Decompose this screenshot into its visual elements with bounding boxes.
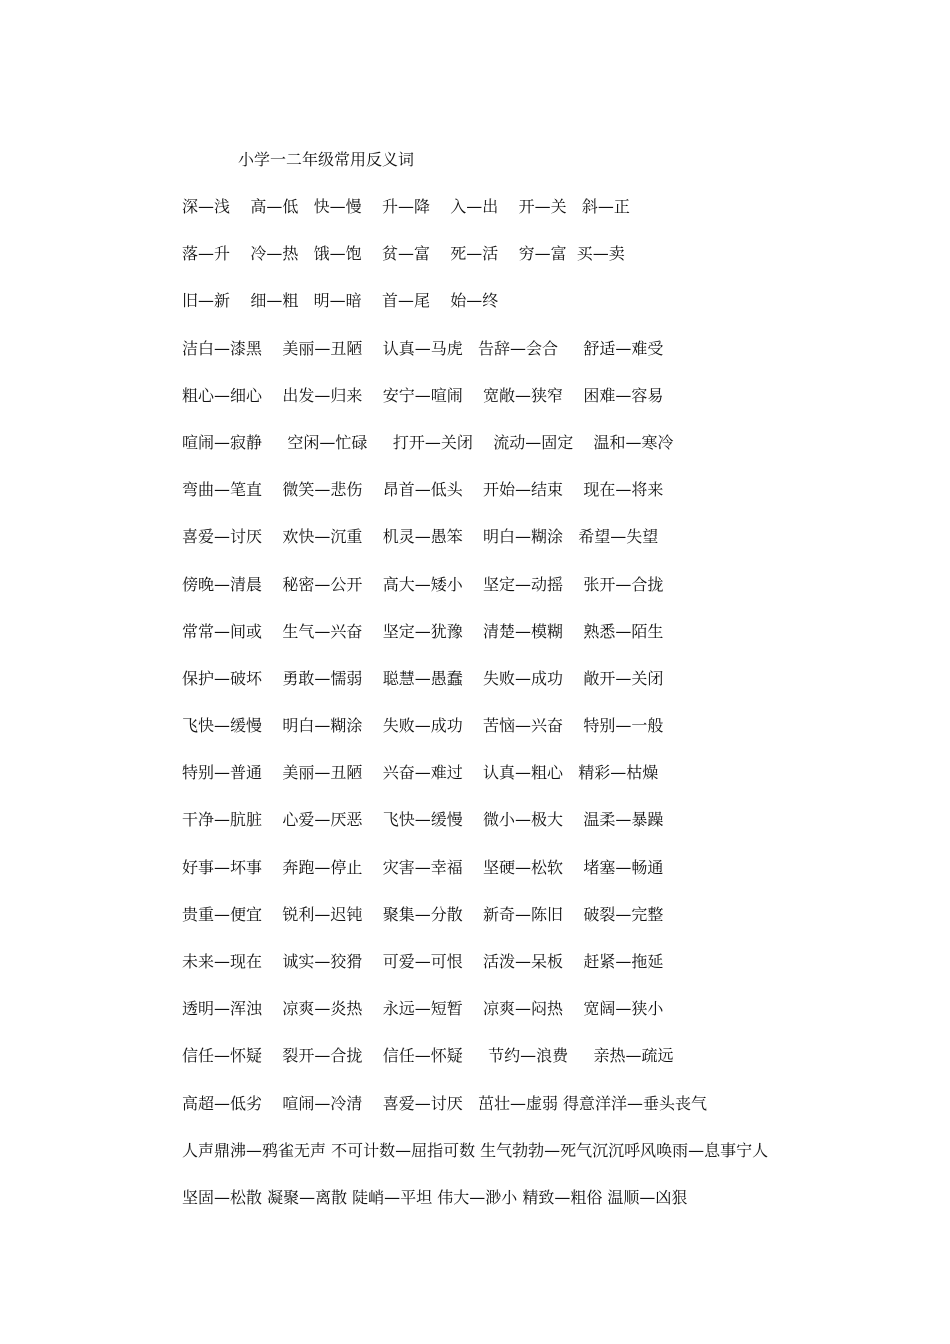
antonym-line-12: 飞快—缓慢 明白—糊涂 失败—成功 苦恼—兴奋 特别—一般 [182, 716, 664, 736]
antonym-line-9: 傍晚—清晨 秘密—公开 高大—矮小 坚定—动摇 张开—合拢 [182, 574, 664, 594]
document-title: 小学一二年级常用反义词 [238, 150, 415, 169]
antonym-line-4: 洁白—漆黑 美丽—丑陋 认真—马虎 告辞—会合 舒适—难受 [182, 338, 664, 358]
antonym-line-17: 未来—现在 诚实—狡猾 可爱—可恨 活泼—呆板 赶紧—拖延 [182, 952, 664, 971]
antonym-line-16: 贵重—便宜 锐利—迟钝 聚集—分散 新奇—陈旧 破裂—完整 [182, 904, 664, 924]
antonym-line-15: 好事—坏事 奔跑—停止 灾害—幸福 坚硬—松软 堵塞—畅通 [182, 857, 664, 877]
antonym-line-13: 特别—普通 美丽—丑陋 兴奋—难过 认真—粗心 精彩—枯燥 [182, 763, 659, 783]
antonym-line-3: 旧—新 细—粗 明—暗 首—尾 始—终 [182, 291, 499, 311]
antonym-line-2: 落—升 冷—热 饿—饱 贫—富 死—活 穷—富 买—卖 [182, 244, 625, 264]
antonym-line-11: 保护—破坏 勇敢—懦弱 聪慧—愚蠢 失败—成功 敞开—关闭 [182, 668, 664, 688]
antonym-line-10: 常常—间或 生气—兴奋 坚定—犹豫 清楚—模糊 熟悉—陌生 [182, 621, 664, 641]
antonym-line-7: 弯曲—笔直 微笑—悲伤 昂首—低头 开始—结束 现在—将来 [182, 480, 664, 500]
antonym-line-18: 透明—浑浊 凉爽—炎热 永远—短暂 凉爽—闷热 宽阔—狭小 [182, 999, 664, 1019]
antonym-line-1: 深—浅 高—低 快—慢 升—降 入—出 开—关 斜—正 [182, 197, 630, 216]
antonym-line-21: 人声鼎沸—鸦雀无声 不可计数—屈指可数 生气勃勃—死气沉沉呼风唤雨—息事宁人 [182, 1140, 769, 1160]
antonym-line-6: 喧闹—寂静 空闲—忙碌 打开—关闭 流动—固定 温和—寒冷 [182, 432, 674, 452]
antonym-line-5: 粗心—细心 出发—归来 安宁—喧闹 宽敞—狭窄 困难—容易 [182, 385, 664, 405]
antonym-line-14: 干净—肮脏 心爱—厌恶 飞快—缓慢 微小—极大 温柔—暴躁 [182, 810, 664, 830]
antonym-line-8: 喜爱—讨厌 欢快—沉重 机灵—愚笨 明白—糊涂 希望—失望 [182, 527, 659, 547]
antonym-line-19: 信任—怀疑 裂开—合拢 信任—怀疑 节约—浪费 亲热—疏远 [182, 1046, 674, 1066]
antonym-line-22: 坚固—松散 凝聚—离散 陡峭—平坦 伟大—渺小 精致—粗俗 温顺—凶狠 [182, 1187, 688, 1207]
antonym-list [182, 195, 922, 1233]
antonym-line-20: 高超—低劣 喧闹—冷清 喜爱—讨厌 茁壮—虚弱 得意洋洋—垂头丧气 [182, 1093, 708, 1113]
